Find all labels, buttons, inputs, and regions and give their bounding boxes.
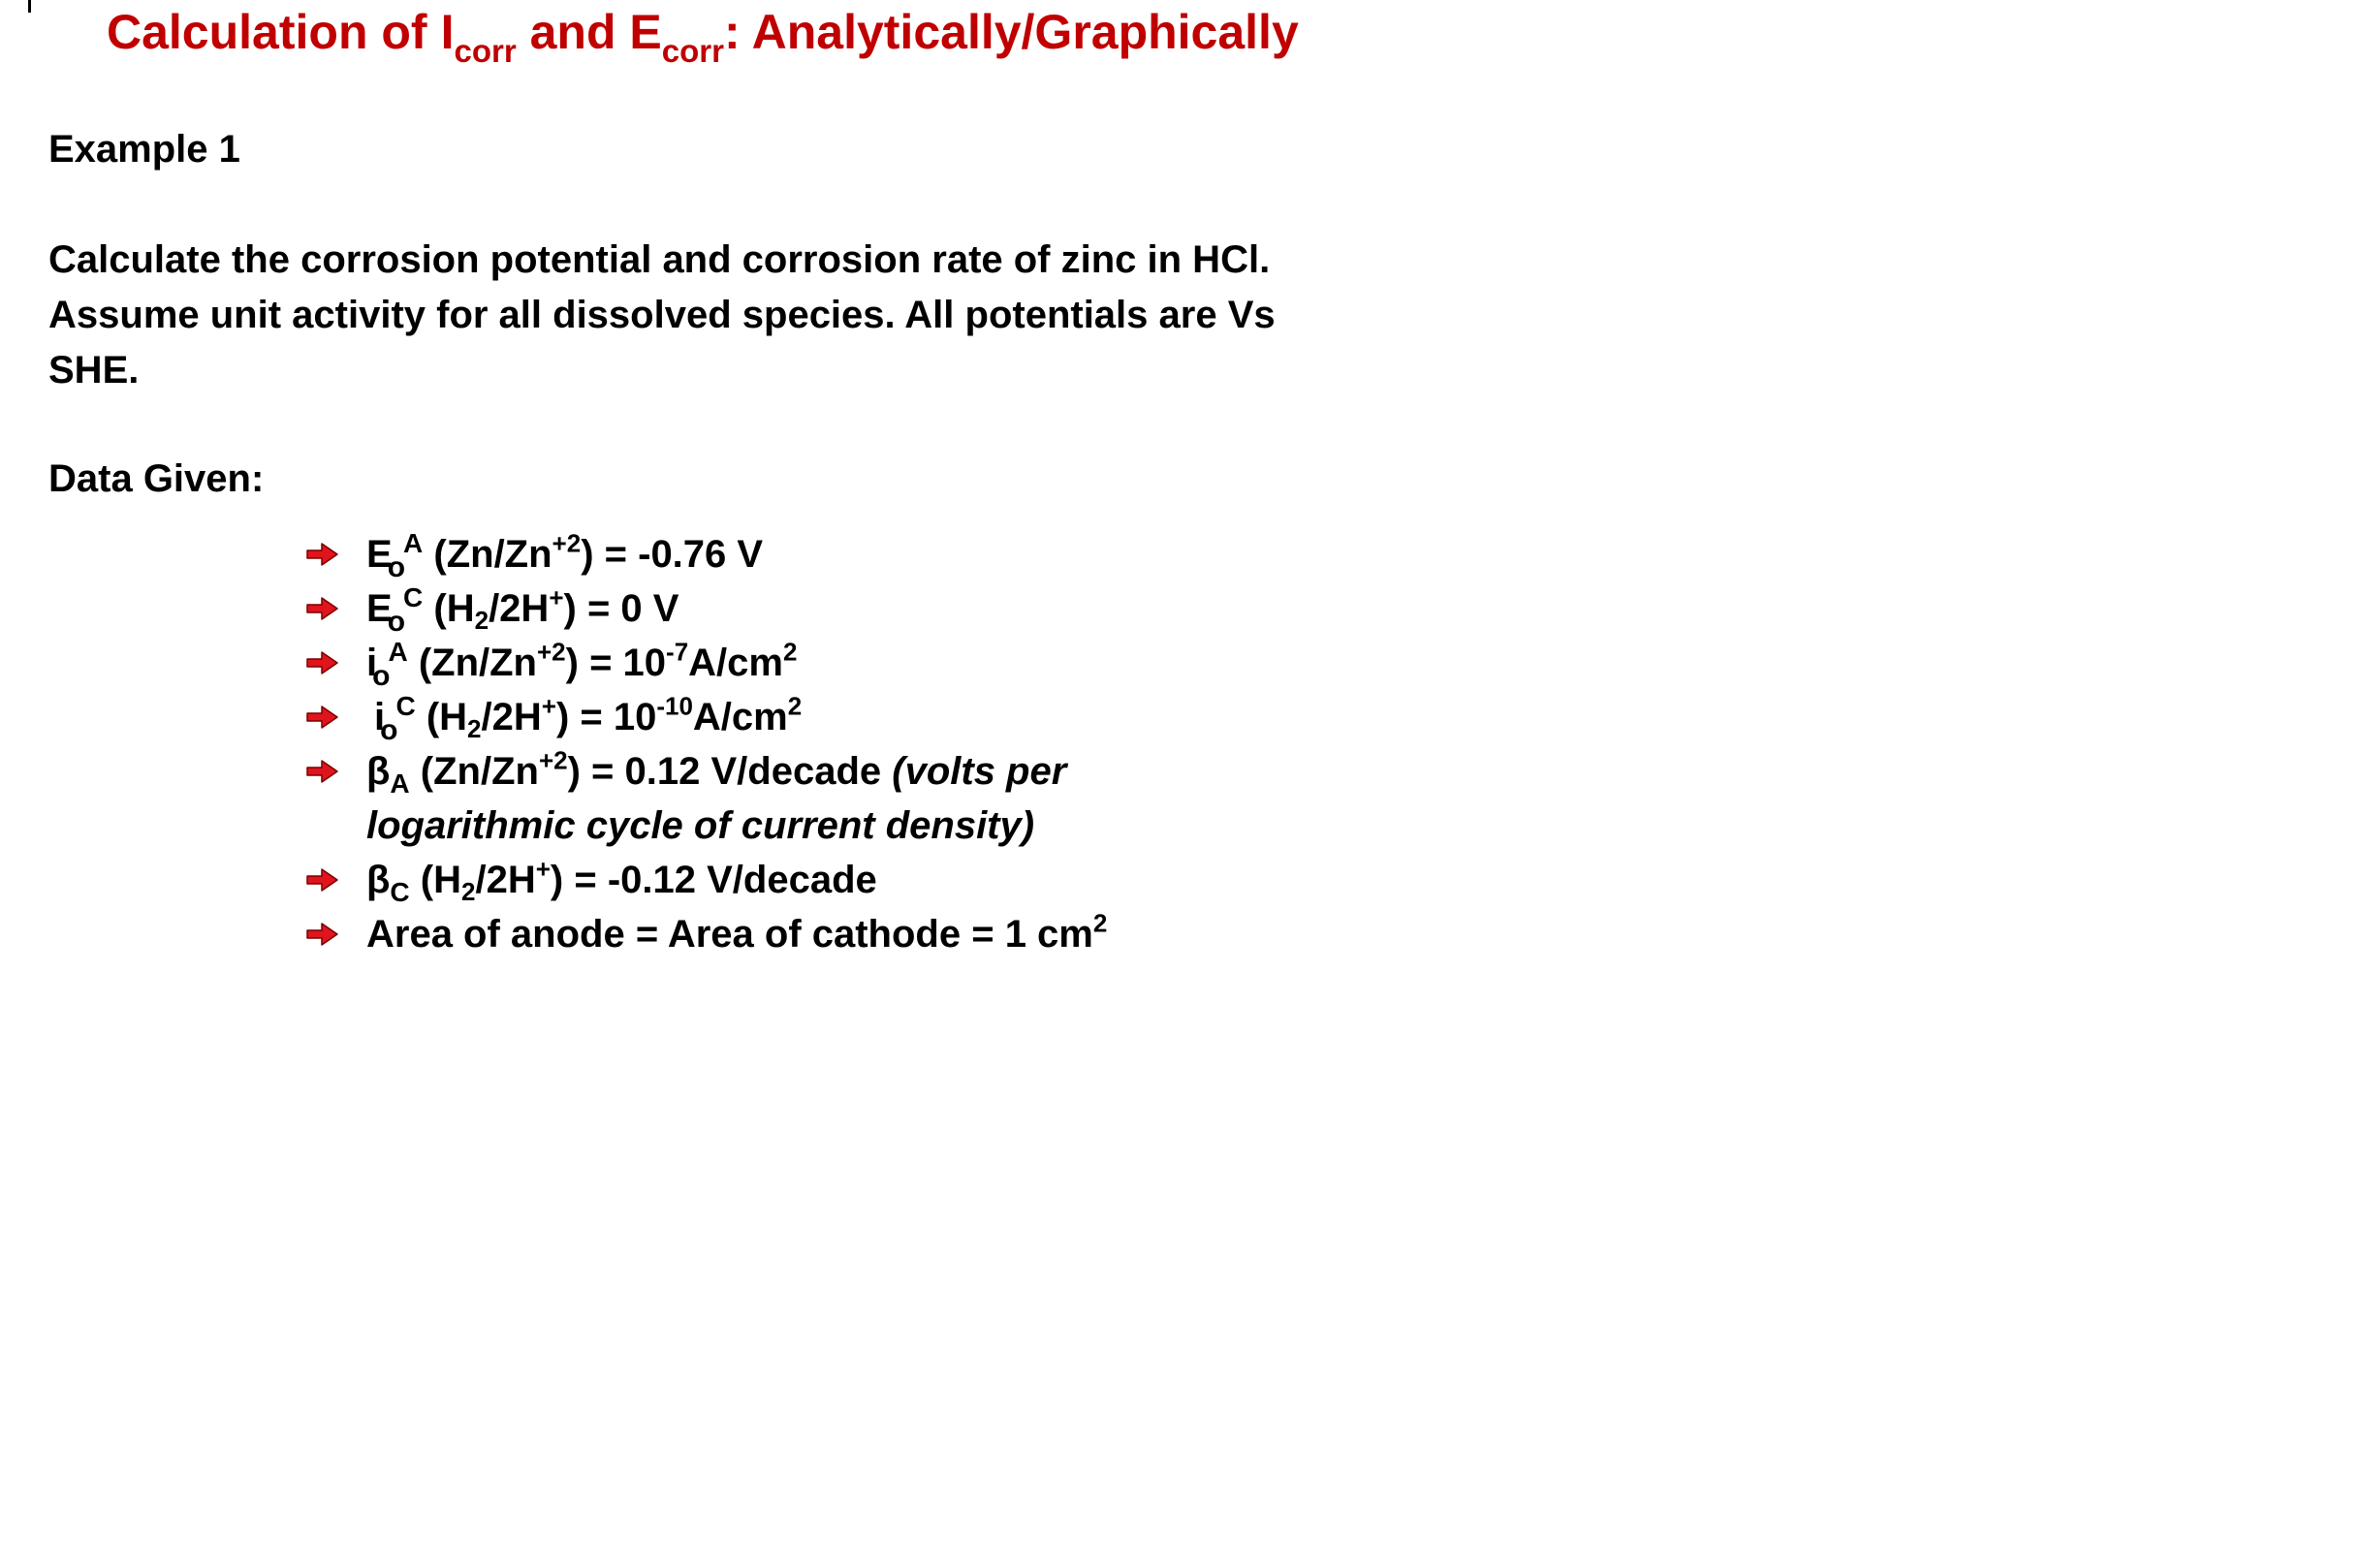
problem-line: Calculate the corrosion potential and corrosion rate of zinc in HCl. xyxy=(48,238,1271,281)
data-item-electrode-area xyxy=(306,907,1489,961)
couple-close: ) xyxy=(567,750,581,793)
slide-edge-mark xyxy=(28,0,31,13)
data-item-anode-exchange-current: ioA $(Zn/Zn^{+2}) = 10^{-7}A/cm^2$ xyxy=(306,636,1489,690)
value: = 0.12 V/decade xyxy=(580,750,882,793)
problem-line: Assume unit activity for all dissolved species. All potentials are Vs xyxy=(48,294,1276,336)
couple-close: ) xyxy=(563,587,577,630)
couple-superscript: + xyxy=(549,582,564,612)
title-e-subscript: corr xyxy=(661,32,724,69)
symbol: β xyxy=(366,859,391,901)
symbol: i xyxy=(374,696,386,738)
couple-superscript: + xyxy=(535,854,551,884)
value: = -0.12 V/decade xyxy=(563,859,877,901)
slide-title xyxy=(107,0,1483,69)
couple-mid: /2H xyxy=(475,859,536,901)
value-exponent: -10 xyxy=(656,691,693,721)
title-middle: and E xyxy=(529,5,662,59)
note: (volts per xyxy=(892,750,1067,793)
area-text: Area of anode = Area of cathode = 1 cm xyxy=(366,913,1093,956)
unit-exponent: 2 xyxy=(782,637,798,667)
note-continuation: logarithmic cycle of current density) xyxy=(366,804,1035,847)
unit: A/cm xyxy=(692,696,788,738)
arrow-right-icon xyxy=(306,758,339,785)
value: = 10 xyxy=(578,642,667,684)
couple-close: ) xyxy=(581,533,594,576)
area-exponent: 2 xyxy=(1092,908,1108,938)
problem-line: SHE. xyxy=(48,349,140,392)
value-exponent: -7 xyxy=(666,637,689,667)
title-prefix: Calculation of xyxy=(107,5,427,59)
value: = 0 V xyxy=(576,587,679,630)
couple-open: (H xyxy=(433,587,475,630)
couple-superscript: + xyxy=(541,691,556,721)
title-i-symbol: I xyxy=(440,5,455,59)
arrow-right-icon xyxy=(306,921,339,948)
couple-superscript: +2 xyxy=(538,745,568,775)
arrow-right-icon xyxy=(306,595,339,622)
couple-subscript: 2 xyxy=(461,876,476,906)
couple-open: (Zn/Zn xyxy=(420,750,539,793)
couple-open: (Zn/Zn xyxy=(433,533,552,576)
couple-subscript: 2 xyxy=(467,713,482,743)
couple-close: ) xyxy=(555,696,570,738)
example-label: Example 1 xyxy=(48,128,240,171)
couple-close: ) xyxy=(565,642,579,684)
couple-open: (Zn/Zn xyxy=(418,642,537,684)
data-item-cathode-exchange-current: ioC $(H_2/2H^+) = 10^{-10}A/cm^2$ xyxy=(306,690,1489,744)
data-item-anodic-tafel-slope xyxy=(306,744,1489,853)
symbol: E xyxy=(366,533,393,576)
value: = -0.76 V xyxy=(593,533,764,576)
data-item-anode-potential: EoA $(Zn/Zn^{+2}) = -0.76$ V xyxy=(306,527,1489,581)
couple-open: (H xyxy=(426,696,468,738)
unit: A/cm xyxy=(688,642,783,684)
value: = 10 xyxy=(569,696,657,738)
couple-open: (H xyxy=(420,859,461,901)
couple-subscript: 2 xyxy=(474,605,489,635)
couple-mid: /2H xyxy=(489,587,550,630)
symbol: i xyxy=(366,642,378,684)
symbol: E xyxy=(366,587,393,630)
data-list xyxy=(306,527,1489,961)
arrow-right-icon xyxy=(306,541,339,568)
unit-exponent: 2 xyxy=(787,691,803,721)
data-heading: Data Given: xyxy=(48,457,265,500)
data-item-cathode-potential: EoC $(H_2/2H^+) = 0$ V xyxy=(306,581,1489,636)
arrow-right-icon xyxy=(306,704,339,731)
arrow-right-icon xyxy=(306,649,339,676)
couple-mid: /2H xyxy=(481,696,542,738)
symbol-subscript: A xyxy=(390,768,410,799)
problem-statement xyxy=(48,233,1493,398)
couple-superscript: +2 xyxy=(536,637,566,667)
symbol: β xyxy=(366,750,391,793)
title-i-subscript: corr xyxy=(454,32,517,69)
title-suffix: : Analytically/Graphically xyxy=(723,5,1299,59)
data-item-cathodic-tafel-slope xyxy=(306,853,1489,907)
couple-close: ) xyxy=(550,859,564,901)
arrow-right-icon xyxy=(306,866,339,894)
couple-superscript: +2 xyxy=(552,528,582,558)
symbol-subscript: C xyxy=(390,876,410,907)
